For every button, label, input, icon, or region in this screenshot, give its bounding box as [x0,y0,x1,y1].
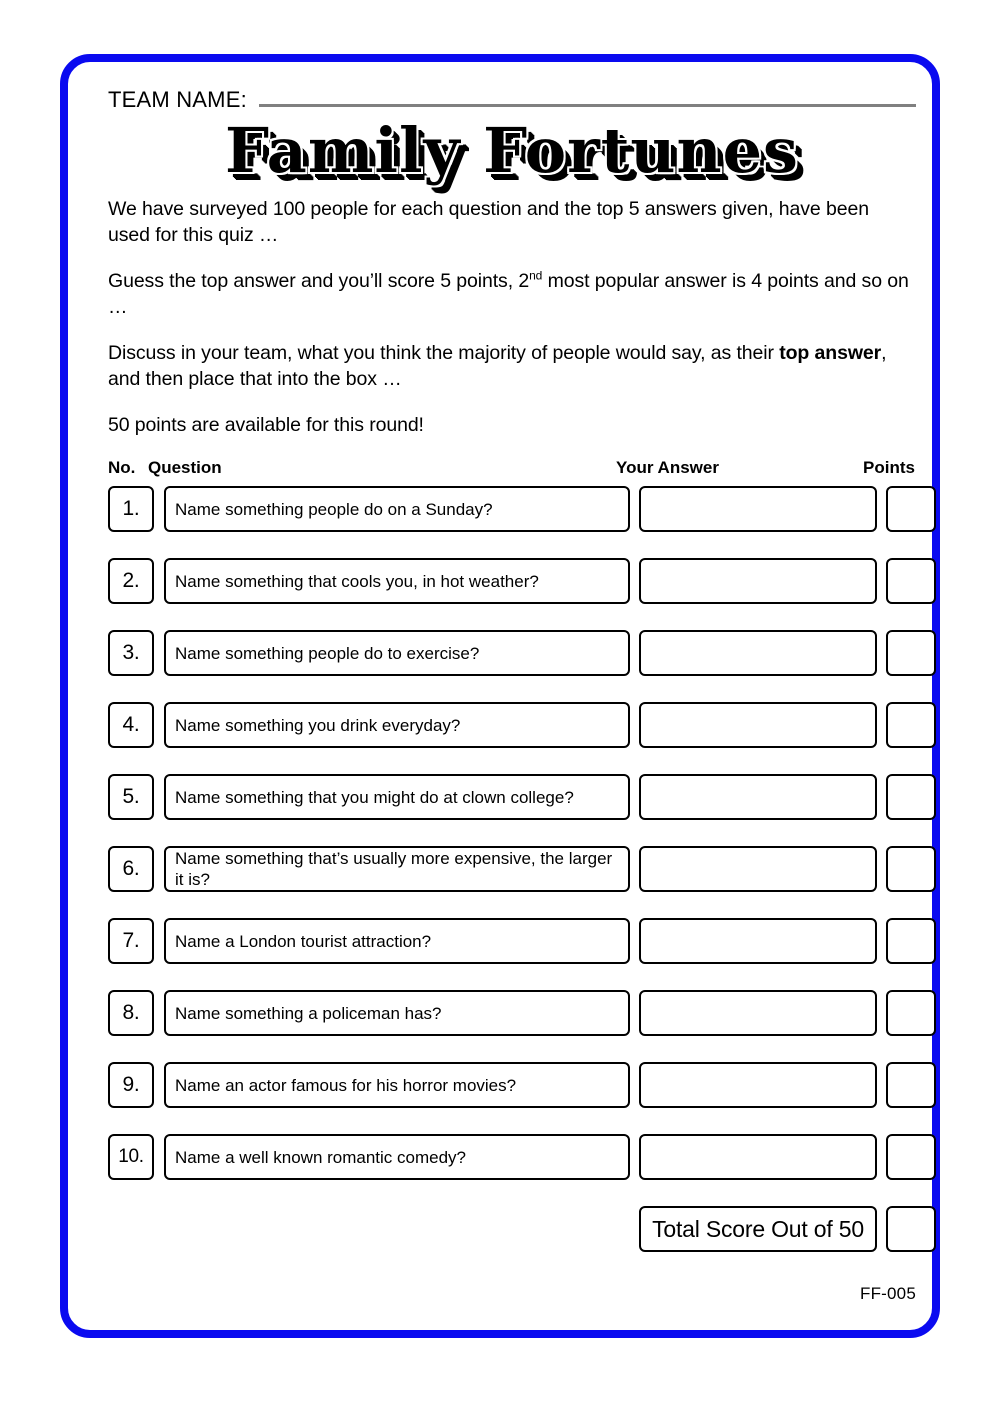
instruction-2-part-b: most popular answer is 4 points and so on … [108,270,909,318]
column-header-no: No. [108,458,136,477]
question-number: 3. [108,630,154,676]
question-text-box [164,558,630,604]
team-name-input-line[interactable] [259,104,916,107]
question-text: Name something people do to exercise? [175,643,480,663]
answer-input[interactable] [639,486,877,532]
question-text: Name something people do on a Sunday? [175,499,493,519]
column-header-points: Points [863,458,915,477]
points-input[interactable] [886,990,936,1036]
column-header-answer: Your Answer [616,458,719,477]
points-input[interactable] [886,486,936,532]
instruction-3-part-b: , and then place that into the box … [108,342,887,390]
question-text: Name an actor famous for his horror movies? [175,1075,517,1095]
question-text: Name something that you might do at clown college? [175,787,574,807]
table-header-row [108,458,916,482]
answer-input[interactable] [639,918,877,964]
instruction-paragraph-2 [108,268,916,320]
question-text-box [164,702,630,748]
question-text-box [164,918,630,964]
answer-input[interactable] [639,1134,877,1180]
instruction-paragraph-1: We have surveyed 100 people for each question and the top 5 answers given, have been used for this quiz … [108,198,869,246]
table-row [108,558,916,604]
points-input[interactable] [886,774,936,820]
question-text-box [164,630,630,676]
question-number: 7. [108,918,154,964]
points-input[interactable] [886,1062,936,1108]
answer-input[interactable] [639,558,877,604]
points-input[interactable] [886,1134,936,1180]
quiz-sheet-content [108,82,916,1322]
points-input[interactable] [886,846,936,892]
table-row [108,1062,916,1108]
table-row [108,918,916,964]
question-list [108,486,916,1180]
question-number: 9. [108,1062,154,1108]
column-header-question: Question [148,458,222,477]
answer-input[interactable] [639,702,877,748]
answer-input[interactable] [639,774,877,820]
question-text: Name something a policeman has? [175,1003,442,1023]
question-text-box [164,846,630,892]
question-text-box [164,486,630,532]
question-text-box [164,1062,630,1108]
answer-input[interactable] [639,990,877,1036]
table-row [108,702,916,748]
points-input[interactable] [886,630,936,676]
team-name-row [108,82,916,112]
answer-input[interactable] [639,1062,877,1108]
points-input[interactable] [886,702,936,748]
total-score-row [108,1206,916,1252]
points-input[interactable] [886,558,936,604]
question-text: Name a well known romantic comedy? [175,1147,467,1167]
answer-input[interactable] [639,846,877,892]
question-text-box [164,1134,630,1180]
question-text-box [164,990,630,1036]
question-number: 6. [108,846,154,892]
question-text: Name something that cools you, in hot weather? [175,571,539,591]
question-number: 2. [108,558,154,604]
question-text: Name something that’s usually more expensive, the larger it is? [175,849,613,889]
question-text: Name something you drink everyday? [175,715,461,735]
total-score-input[interactable] [886,1206,936,1252]
instruction-3-emphasis: top answer [779,342,882,364]
table-row [108,630,916,676]
question-number: 10. [108,1134,154,1180]
question-number: 1. [108,486,154,532]
table-row [108,846,916,892]
instruction-2-part-a: Guess the top answer and you’ll score 5 points, 2 [108,270,530,292]
question-text: Name a London tourist attraction? [175,931,432,951]
page-title: Family Fortunes [225,114,799,187]
table-row [108,774,916,820]
points-input[interactable] [886,918,936,964]
table-row [108,990,916,1036]
question-number: 4. [108,702,154,748]
instruction-paragraph-4: 50 points are available for this round! [108,414,424,436]
question-number: 8. [108,990,154,1036]
question-text-box [164,774,630,820]
instruction-paragraph-3 [108,340,916,392]
total-score-label: Total Score Out of 50 [639,1206,877,1252]
table-row [108,486,916,532]
team-name-label: TEAM NAME: [108,87,247,112]
ordinal-suffix: nd [529,268,543,283]
question-number: 5. [108,774,154,820]
answer-input[interactable] [639,630,877,676]
instruction-3-part-a: Discuss in your team, what you think the majority of people would say, as their [108,342,780,364]
sheet-reference-code: FF-005 [860,1284,916,1303]
table-row [108,1134,916,1180]
